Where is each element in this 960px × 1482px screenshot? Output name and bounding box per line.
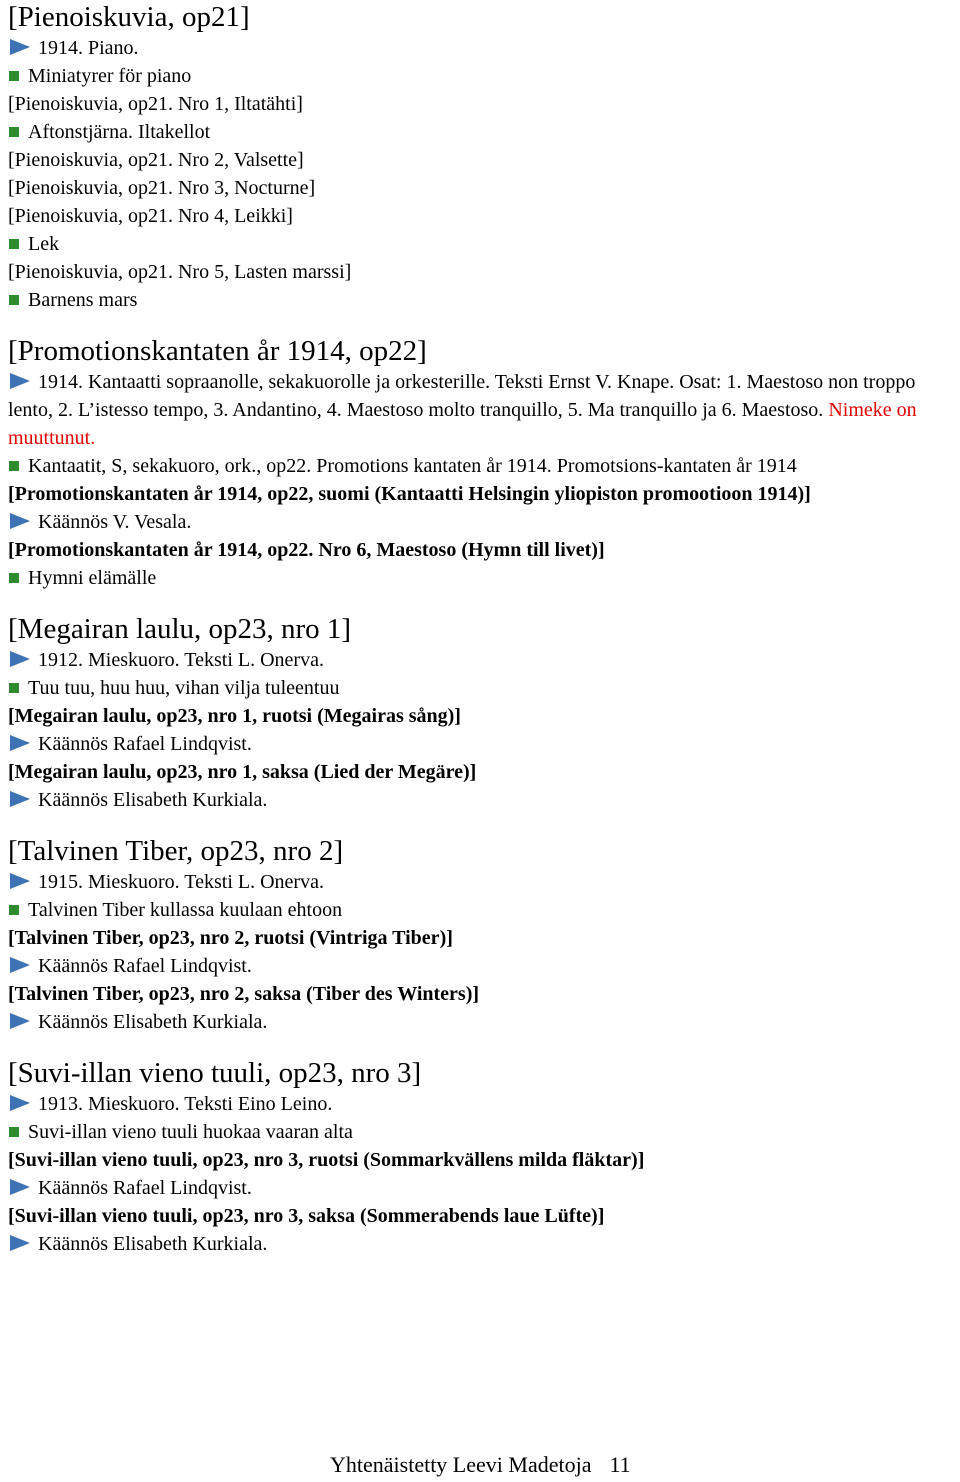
incipit-line	[8, 674, 956, 702]
triangle-bullet-icon	[10, 1235, 30, 1251]
info-line	[8, 368, 956, 452]
line-text: [Pienoiskuvia, op21. Nro 5, Lasten marssi]	[8, 261, 352, 283]
variant-title	[8, 536, 956, 564]
line-text: [Pienoiskuvia, op21. Nro 3, Nocturne]	[8, 177, 316, 199]
line-text: Tuu tuu, huu huu, vihan vilja tuleentuu	[28, 677, 340, 699]
info-line	[8, 1230, 956, 1258]
part-title	[8, 90, 956, 118]
square-bullet-icon	[9, 71, 19, 81]
triangle-bullet-icon	[10, 513, 30, 529]
line-text: Kantaatit, S, sekakuoro, ork., op22. Promotions kantaten år 1914. Promotsions-kantaten år 1914	[28, 455, 797, 477]
line-text: Käännös Elisabeth Kurkiala.	[38, 789, 268, 811]
info-line	[8, 730, 956, 758]
info-line	[8, 952, 956, 980]
line-text: 1914. Piano.	[38, 37, 139, 59]
triangle-bullet-icon	[10, 1013, 30, 1029]
info-line	[8, 868, 956, 896]
work-section	[8, 334, 956, 592]
triangle-bullet-icon	[10, 1095, 30, 1111]
triangle-bullet-icon	[10, 735, 30, 751]
variant-title	[8, 1146, 956, 1174]
part-title	[8, 174, 956, 202]
variant-title	[8, 480, 956, 508]
triangle-bullet-icon	[10, 873, 30, 889]
square-bullet-icon	[9, 295, 19, 305]
work-section	[8, 0, 956, 314]
line-text: [Pienoiskuvia, op21. Nro 4, Leikki]	[8, 205, 293, 227]
info-line	[8, 1174, 956, 1202]
incipit-line	[8, 286, 956, 314]
square-bullet-icon	[9, 1127, 19, 1137]
line-text: [Megairan laulu, op23, nro 1, ruotsi (Megairas sång)]	[8, 705, 461, 727]
info-line	[8, 646, 956, 674]
triangle-bullet-icon	[10, 957, 30, 973]
incipit-line	[8, 896, 956, 924]
info-line	[8, 34, 956, 62]
title-changed-note: Nimeke on muuttunut.	[8, 399, 917, 449]
variant-title	[8, 1202, 956, 1230]
line-text: Käännös Rafael Lindqvist.	[38, 733, 252, 755]
line-text: Suvi-illan vieno tuuli huokaa vaaran alta	[28, 1121, 353, 1143]
work-section	[8, 834, 956, 1036]
line-text: [Promotionskantaten år 1914, op22, suomi (Kantaatti Helsingin yliopiston promootioon 1914)]	[8, 483, 811, 505]
work-heading: [Pienoiskuvia, op21]	[8, 1, 250, 33]
line-text: Barnens mars	[28, 289, 138, 311]
line-text: [Suvi-illan vieno tuuli, op23, nro 3, saksa (Sommerabends laue Lüfte)]	[8, 1205, 605, 1227]
incipit-line	[8, 564, 956, 592]
incipit-line	[8, 452, 956, 480]
line-text: [Suvi-illan vieno tuuli, op23, nro 3, ruotsi (Sommarkvällens milda fläktar)]	[8, 1149, 645, 1171]
line-text: [Talvinen Tiber, op23, nro 2, ruotsi (Vintriga Tiber)]	[8, 927, 453, 949]
line-text: 1914. Kantaatti sopraanolle, sekakuorolle ja orkesterille. Teksti Ernst V. Knape. Osat: 1. Maestoso non troppo lento, 2. L’istesso tempo, 3. Andantino, 4. Maestoso molto tranquillo, 5. Ma tranquillo ja 6. Maestoso.	[8, 371, 916, 421]
line-text: [Pienoiskuvia, op21. Nro 1, Iltatähti]	[8, 93, 303, 115]
square-bullet-icon	[9, 239, 19, 249]
work-heading: [Megairan laulu, op23, nro 1]	[8, 613, 352, 645]
variant-title	[8, 924, 956, 952]
info-line	[8, 786, 956, 814]
triangle-bullet-icon	[10, 1179, 30, 1195]
triangle-bullet-icon	[10, 791, 30, 807]
info-line	[8, 508, 956, 536]
line-text: Miniatyrer för piano	[28, 65, 192, 87]
work-heading: [Suvi-illan vieno tuuli, op23, nro 3]	[8, 1057, 422, 1089]
work-section	[8, 612, 956, 814]
line-text: Aftonstjärna. Iltakellot	[28, 121, 211, 143]
variant-title	[8, 702, 956, 730]
line-text: Käännös V. Vesala.	[38, 511, 192, 533]
variant-title	[8, 980, 956, 1008]
line-text: Lek	[28, 233, 60, 255]
incipit-line	[8, 1118, 956, 1146]
line-text: [Promotionskantaten år 1914, op22. Nro 6, Maestoso (Hymn till livet)]	[8, 539, 605, 561]
incipit-line	[8, 230, 956, 258]
line-text: Käännös Elisabeth Kurkiala.	[38, 1233, 268, 1255]
work-heading: [Talvinen Tiber, op23, nro 2]	[8, 835, 344, 867]
triangle-bullet-icon	[10, 39, 30, 55]
incipit-line	[8, 62, 956, 90]
work-heading: [Promotionskantaten år 1914, op22]	[8, 335, 427, 367]
line-text: 1913. Mieskuoro. Teksti Eino Leino.	[38, 1093, 333, 1115]
line-text: Käännös Rafael Lindqvist.	[38, 955, 252, 977]
triangle-bullet-icon	[10, 373, 30, 389]
info-line	[8, 1008, 956, 1036]
part-title	[8, 258, 956, 286]
footer-title: Yhtenäistetty Leevi Madetoja	[330, 1452, 592, 1477]
line-text: 1915. Mieskuoro. Teksti L. Onerva.	[38, 871, 324, 893]
variant-title	[8, 758, 956, 786]
line-text: [Talvinen Tiber, op23, nro 2, saksa (Tiber des Winters)]	[8, 983, 480, 1005]
triangle-bullet-icon	[10, 651, 30, 667]
line-text: 1912. Mieskuoro. Teksti L. Onerva.	[38, 649, 324, 671]
line-text: Käännös Elisabeth Kurkiala.	[38, 1011, 268, 1033]
work-section	[8, 1056, 956, 1258]
part-title	[8, 146, 956, 174]
part-title	[8, 202, 956, 230]
line-text: Käännös Rafael Lindqvist.	[38, 1177, 252, 1199]
square-bullet-icon	[9, 905, 19, 915]
document-page	[8, 0, 956, 1258]
line-text: [Pienoiskuvia, op21. Nro 2, Valsette]	[8, 149, 304, 171]
line-text: Hymni elämälle	[28, 567, 157, 589]
square-bullet-icon	[9, 573, 19, 583]
page-footer	[330, 1452, 631, 1478]
line-text: Talvinen Tiber kullassa kuulaan ehtoon	[28, 899, 343, 921]
page-number: 11	[609, 1452, 631, 1477]
square-bullet-icon	[9, 683, 19, 693]
info-line	[8, 1090, 956, 1118]
line-text: [Megairan laulu, op23, nro 1, saksa (Lied der Megäre)]	[8, 761, 477, 783]
incipit-line	[8, 118, 956, 146]
square-bullet-icon	[9, 461, 19, 471]
square-bullet-icon	[9, 127, 19, 137]
